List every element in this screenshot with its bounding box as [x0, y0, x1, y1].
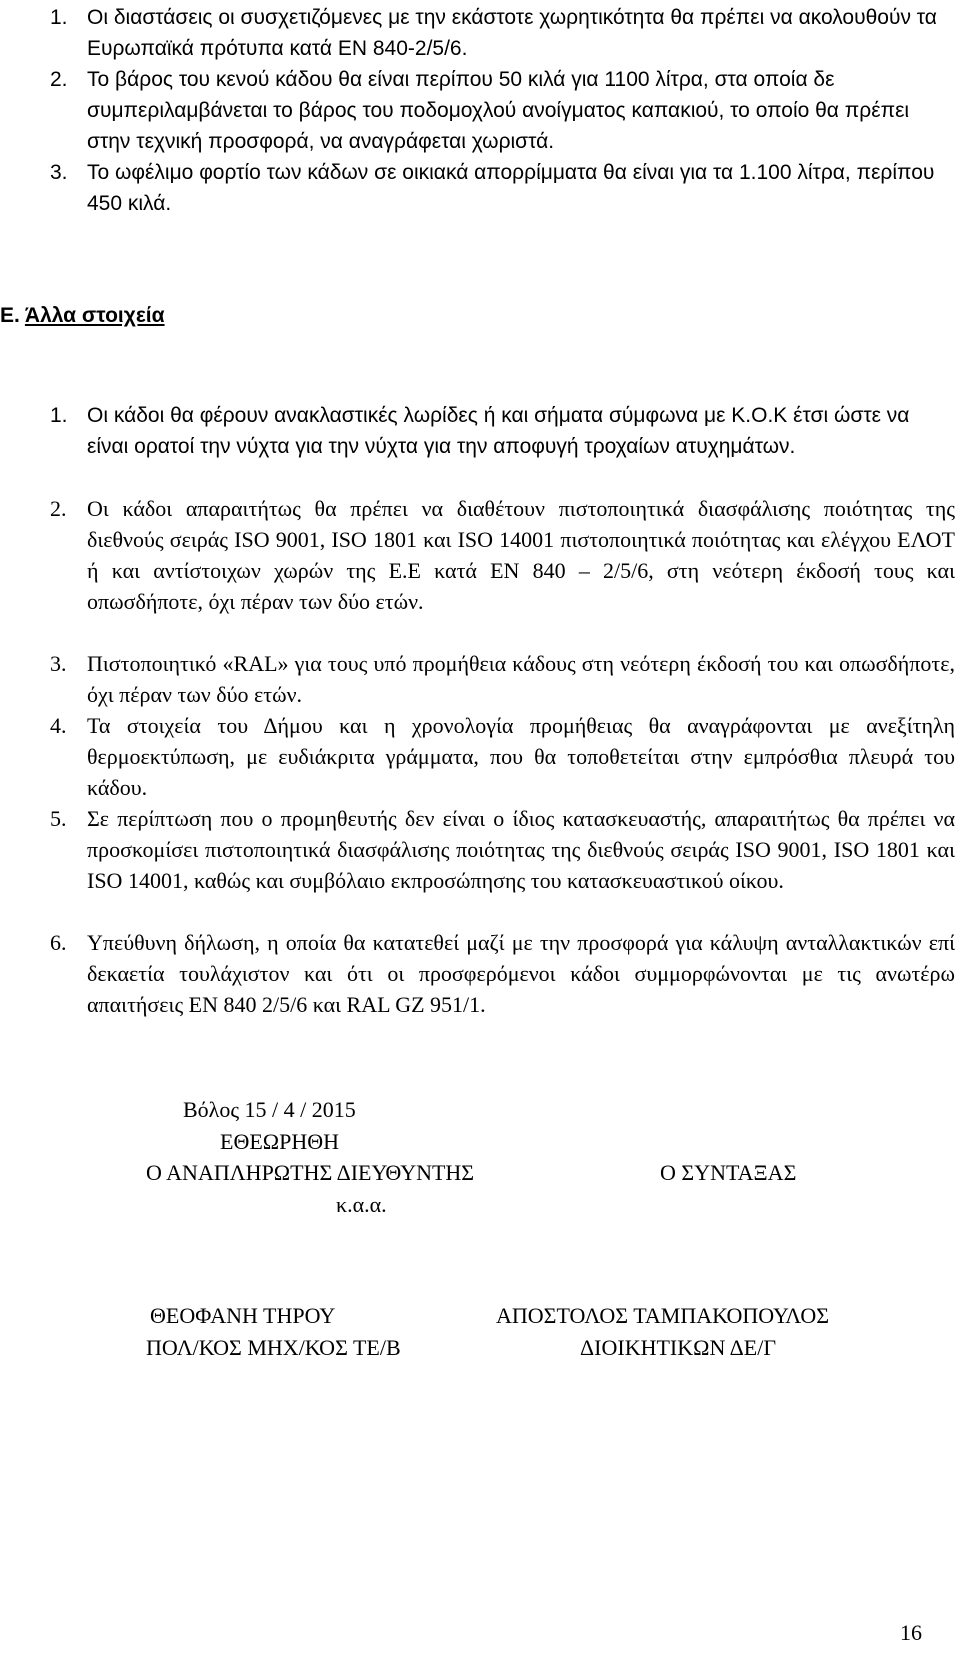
list-text: Υπεύθυνη δήλωση, η οποία θα κατατεθεί μαζί με την προσφορά για κάλυψη ανταλλακτικών επί δεκαετία τουλάχιστον και ότι οι προσφερόμενοι κάδοι συμμορφώνονται με τις ανωτέρω απαιτήσεις ΕΝ 840 2/5/6 και RAL GZ 951/1. [87, 930, 955, 1017]
list-text: Πιστοποιητικό «RAL» για τους υπό προμήθεια κάδους στη νεότερη έκδοσή του και οπωσδήποτε, όχι πέραν των δύο ετών. [87, 651, 955, 707]
list-item [50, 803, 955, 927]
list-item [50, 710, 955, 803]
list-text: Το βάρος του κενού κάδου θα είναι περίπου 50 κιλά για 1100 λίτρα, στα οποία δε συμπεριλαμβάνεται το βάρος του ποδομοχλού ανοίγματος καπακιού, το οποίο θα πρέπει στην τεχνική προσφορά, να αναγράφεται χωριστά. [87, 68, 910, 153]
list-text: Σε περίπτωση που ο προμηθευτής δεν είναι ο ίδιος κατασκευαστής, απαραιτήτως θα πρέπει να προσκομίσει πιστοποιητικά διασφάλισης ποιότητας της διεθνούς σειράς ISO 9001, ISO 1801 και ISO 14001, καθώς και συμβόλαιο εκπροσώπησης του κατασκευαστικού οίκου. [87, 806, 955, 893]
director-name: ΑΠΟΣΤΟΛΟΣ ΤΑΜΠΑΚΟΠΟΥΛΟΣ [496, 1303, 830, 1328]
author-name: ΘΕΟΦΑΝΗ ΤΗΡΟΥ [150, 1303, 336, 1328]
list-number: 2. [50, 496, 67, 521]
list-number: 6. [50, 930, 67, 955]
list-item [50, 400, 955, 493]
list-item [50, 927, 955, 1051]
list-item [50, 493, 955, 648]
list-number: 1. [50, 6, 68, 29]
section-letter: Ε. [0, 304, 20, 327]
list-item [50, 648, 955, 710]
list-item [50, 64, 955, 157]
director-role: ΔΙΟΙΚΗΤΙΚΩΝ ΔΕ/Γ [580, 1335, 777, 1360]
author-title: Ο ΣΥΝΤΑΞΑΣ [660, 1160, 797, 1185]
list-text: Οι κάδοι απαραιτήτως θα πρέπει να διαθέτουν πιστοποιητικά διασφάλισης ποιότητας της διεθνούς σειράς ISO 9001, ISO 1801 και ISO 14001 πιστοποιητικά ποιότητας και ελέγχου ΕΛΟΤ ή και αντίστοιχων χωρών της Ε.Ε κατά ΕΝ 840 – 2/5/6, στη νεότερη έκδοσή τους και οπωσδήποτε, όχι πέραν των δύο ετών. [87, 496, 955, 614]
list-number: 1. [50, 404, 68, 427]
list-item [50, 157, 955, 219]
list-number: 2. [50, 68, 68, 91]
author-role: ΠΟΛ/ΚΟΣ ΜΗΧ/ΚΟΣ ΤΕ/Β [146, 1335, 401, 1360]
kaa-label: κ.α.α. [336, 1192, 387, 1217]
list-text: Οι κάδοι θα φέρουν ανακλαστικές λωρίδες ή και σήματα σύμφωνα με Κ.Ο.Κ έτσι ώστε να είναι ορατοί την νύχτα για την νύχτα για την αποφυγή τροχαίων ατυχημάτων. [87, 404, 910, 458]
place-date: Βόλος 15 / 4 / 2015 [183, 1097, 356, 1122]
reviewed-label: ΕΘΕΩΡΗΘΗ [220, 1129, 340, 1154]
list-text: Οι διαστάσεις οι συσχετιζόμενες με την εκάστοτε χωρητικότητα θα πρέπει να ακολουθούν τα Ευρωπαϊκά πρότυπα κατά EN 840-2/5/6. [87, 6, 937, 60]
page-number: 16 [900, 1620, 922, 1645]
list-number: 5. [50, 806, 67, 831]
section-heading [0, 300, 165, 331]
list-number: 3. [50, 651, 67, 676]
list-text: Το ωφέλιμο φορτίο των κάδων σε οικιακά απορρίμματα θα είναι για τα 1.100 λίτρα, περίπου 450 κιλά. [87, 161, 935, 215]
section-title: Άλλα στοιχεία [24, 304, 165, 327]
list-text: Τα στοιχεία του Δήμου και η χρονολογία προμήθειας θα αναγράφονται με ανεξίτηλη θερμοεκτύπωση, με ευδιάκριτα γράμματα, που θα τοποθετείται στην εμπρόσθια πλευρά του κάδου. [87, 713, 955, 800]
list-number: 4. [50, 713, 67, 738]
list-item [50, 2, 955, 64]
list-number: 3. [50, 161, 68, 184]
director-title: Ο ΑΝΑΠΛΗΡΩΤΗΣ ΔΙΕΥΘΥΝΤΗΣ [146, 1160, 475, 1185]
